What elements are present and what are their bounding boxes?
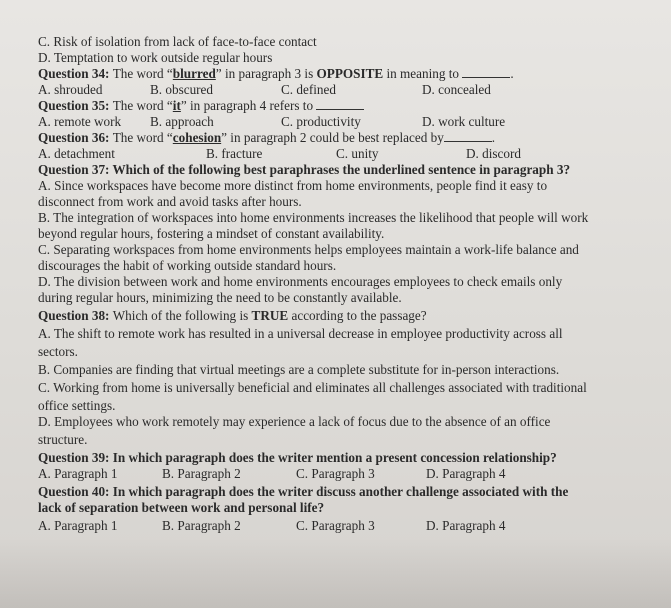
q39-option-a: A. Paragraph 1 (38, 466, 118, 481)
q35-option-d: D. work culture (422, 114, 506, 129)
question-36 (38, 130, 658, 145)
q35-word: it (172, 98, 181, 113)
q34-option-c: C. defined (281, 82, 336, 97)
q36-text-b: ” in paragraph 2 could be best replaced by (221, 130, 444, 145)
q39-option-b: B. Paragraph 2 (162, 466, 241, 481)
q36-option-d: D. discord (466, 146, 521, 161)
q36-label: Question 36: (38, 130, 113, 145)
q36-blank (444, 131, 492, 142)
q38-option-a-line1: A. The shift to remote work has resulted in a universal decrease in employee productivity across all (38, 326, 563, 341)
question-40-line2: lack of separation between work and personal life? (38, 500, 325, 515)
q34-text-c: in meaning to (383, 66, 460, 81)
q38-label: Question 38: (38, 308, 113, 323)
q34-option-a: A. shrouded (38, 82, 103, 97)
q35-option-c: C. productivity (281, 114, 361, 129)
q37-option-b-line1: B. The integration of workspaces into home environments increases the likelihood that people will work (38, 210, 589, 225)
q35-text-b: ” in paragraph 4 refers to (180, 98, 314, 113)
q37-option-d-line1: D. The division between work and home environments encourages employees to check emails only (38, 274, 563, 289)
q38-text-a: Which of the following is (112, 308, 252, 323)
q37-option-b-line2: beyond regular hours, fostering a mindset of constant availability. (38, 226, 385, 241)
q38-option-a-line2: sectors. (38, 344, 78, 359)
q38-option-d-line2: structure. (38, 432, 88, 447)
q40-option-d: D. Paragraph 4 (426, 518, 506, 533)
q38-option-c-line1: C. Working from home is universally beneficial and eliminates all challenges associated with traditional (38, 380, 587, 395)
q34-word: blurred (172, 66, 216, 81)
q36-word: cohesion (172, 130, 222, 145)
q34-label: Question 34: (38, 66, 113, 81)
question-34 (38, 66, 658, 81)
q37-option-c-line2: discourages the habit of working outside standard hours. (38, 258, 337, 273)
q34-tail: . (510, 66, 514, 81)
q34-option-b: B. obscured (150, 82, 213, 97)
question-40-line1: Question 40: In which paragraph does the writer discuss another challenge associated with the (38, 484, 569, 499)
q35-label: Question 35: (38, 98, 113, 113)
q38-text-b: according to the passage? (288, 308, 427, 323)
q40-option-c: C. Paragraph 3 (296, 518, 375, 533)
q34-text-a: The word “ (112, 66, 173, 81)
q38-emph: TRUE (251, 308, 289, 323)
q34-blank (462, 67, 510, 78)
q35-option-b: B. approach (150, 114, 214, 129)
q35-blank (316, 99, 364, 110)
q36-text-a: The word “ (112, 130, 173, 145)
question-37: Question 37: Which of the following best paraphrases the underlined sentence in paragraph 3? (38, 162, 571, 177)
q34-emph: OPPOSITE (316, 66, 384, 81)
q37-option-c-line1: C. Separating workspaces from home environments helps employees maintain a work-life balance and (38, 242, 579, 257)
q36-option-b: B. fracture (206, 146, 263, 161)
q37-option-a-line2: disconnect from work and avoid tasks after hours. (38, 194, 302, 209)
q39-option-c: C. Paragraph 3 (296, 466, 375, 481)
q35-text-a: The word “ (112, 98, 173, 113)
q40-option-a: A. Paragraph 1 (38, 518, 118, 533)
q37-option-d-line2: during regular hours, minimizing the need to be constantly available. (38, 290, 402, 305)
q37-option-a-line1: A. Since workspaces have become more distinct from home environments, people find it easy to (38, 178, 548, 193)
paper-shadow (0, 538, 671, 608)
question-39: Question 39: In which paragraph does the writer mention a present concession relationship? (38, 450, 557, 465)
q39-option-d: D. Paragraph 4 (426, 466, 506, 481)
q35-option-a: A. remote work (38, 114, 122, 129)
q34-option-d: D. concealed (422, 82, 491, 97)
q38-option-d-line1: D. Employees who work remotely may experience a lack of focus due to the absence of an office (38, 414, 551, 429)
question-38 (38, 308, 658, 323)
q38-option-c-line2: office settings. (38, 398, 116, 413)
option-d-temptation: D. Temptation to work outside regular hours (38, 50, 273, 65)
q40-option-b: B. Paragraph 2 (162, 518, 241, 533)
option-c-isolation: C. Risk of isolation from lack of face-to-face contact (38, 34, 317, 49)
q38-option-b: B. Companies are finding that virtual meetings are a complete substitute for in-person interactions. (38, 362, 560, 377)
q36-option-a: A. detachment (38, 146, 115, 161)
question-35 (38, 98, 658, 113)
q36-option-c: C. unity (336, 146, 379, 161)
q36-tail: . (491, 130, 496, 145)
q34-text-b: ” in paragraph 3 is (215, 66, 317, 81)
